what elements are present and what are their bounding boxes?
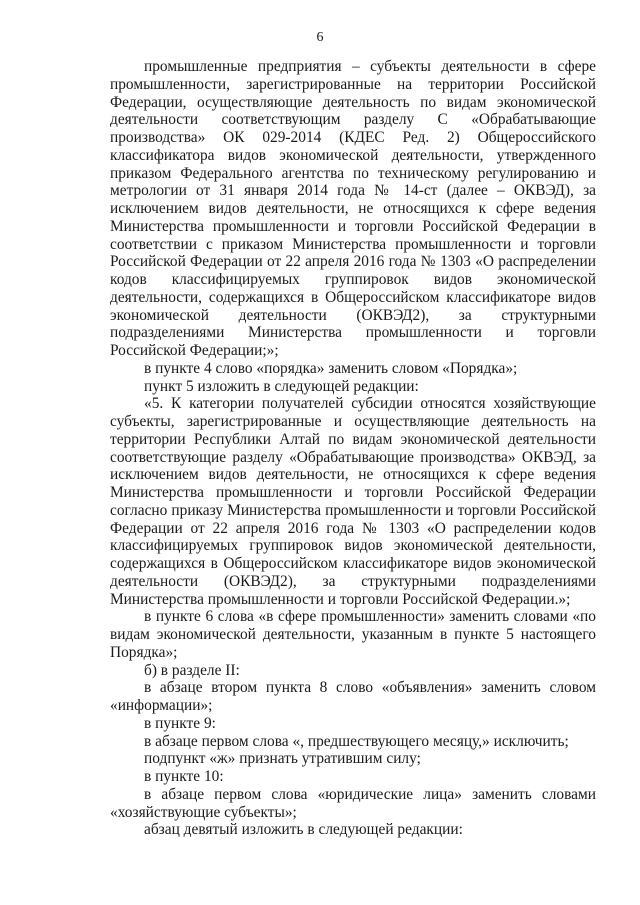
document-body	[110, 58, 596, 839]
paragraph-subitem-zh: подпункт «ж» признать утратившим силу;	[144, 750, 421, 768]
paragraph-item-9-intro: в пункте 9:	[144, 714, 216, 732]
paragraph-item-8-amendment: в абзаце втором пункта 8 слово «объявления» заменить словом «информации»;	[110, 679, 596, 714]
paragraph-item-10-first: в абзаце первом слова «юридические лица» заменить словами «хозяйствующие субъекты»;	[110, 785, 596, 821]
paragraph-enterprises-definition: промышленные предприятия – субъекты деятельности в сфере промышленности, зарегистрированные на территории Российской Федерации, осуществляющие деятельность по видам экономической деятельности соответствующим разделу С «Обрабатывающие производства» ОК 029-2014 (КДЕС Ред. 2) Общероссийского классификатора видов экономической деятельности, утвержденного приказом Федерального агентства по техническому регулированию и метрологии от 31 января 2014 года № 14-ст (далее – ОКВЭД), за исключением видов деятельности, не относящихся к сфере ведения Министерства промышленности и торговли Российской Федерации в соответствии с приказом Министерства промышленности и торговли Российской Федерации от 22 апреля 2016 года № 1303 «О распределении кодов классифицируемых группировок видов экономической деятельности, содержащихся в Общероссийском классификаторе видов экономической деятельности (ОКВЭД2), за структурными подразделениями Министерства промышленности и торговли Российской Федерации;»;	[110, 58, 596, 359]
paragraph-ninth-paragraph: абзац девятый изложить в следующей редакции:	[144, 821, 463, 839]
paragraph-item-10-intro: в пункте 10:	[144, 768, 224, 785]
paragraph-section-2: б) в разделе II:	[144, 661, 240, 679]
paragraph-item-4-amendment: в пункте 4 слово «порядка» заменить словом «Порядка»;	[144, 359, 518, 377]
paragraph-item-5-intro: пункт 5 изложить в следующей редакции:	[144, 377, 419, 395]
paragraph-item-9-first: в абзаце первом слова «, предшествующего месяцу,» исключить;	[144, 732, 569, 750]
page-number: 6	[316, 30, 324, 45]
paragraph-item-5-text: «5. К категории получателей субсидии относятся хозяйствующие субъекты, зарегистрированные и осуществляющие деятельность на территории Республики Алтай по видам экономической деятельности соответствующие разделу «Обрабатывающие производства» ОКВЭД, за исключением видов деятельности, не относящихся к сфере ведения Министерства промышленности и торговли Российской Федерации согласно приказу Министерства промышленности и торговли Российской Федерации от 22 апреля 2016 года № 1303 «О распределении кодов классифицируемых группировок видов экономической деятельности, содержащихся в Общероссийском классификаторе видов экономической деятельности (ОКВЭД2), за структурными подразделениями Министерства промышленности и торговли Российской Федерации.»;	[110, 395, 596, 608]
paragraph-item-6-amendment: в пункте 6 слова «в сфере промышленности» заменить словами «по видам экономической деятельности, указанным в пункте 5 настоящего Порядка»;	[110, 608, 596, 661]
